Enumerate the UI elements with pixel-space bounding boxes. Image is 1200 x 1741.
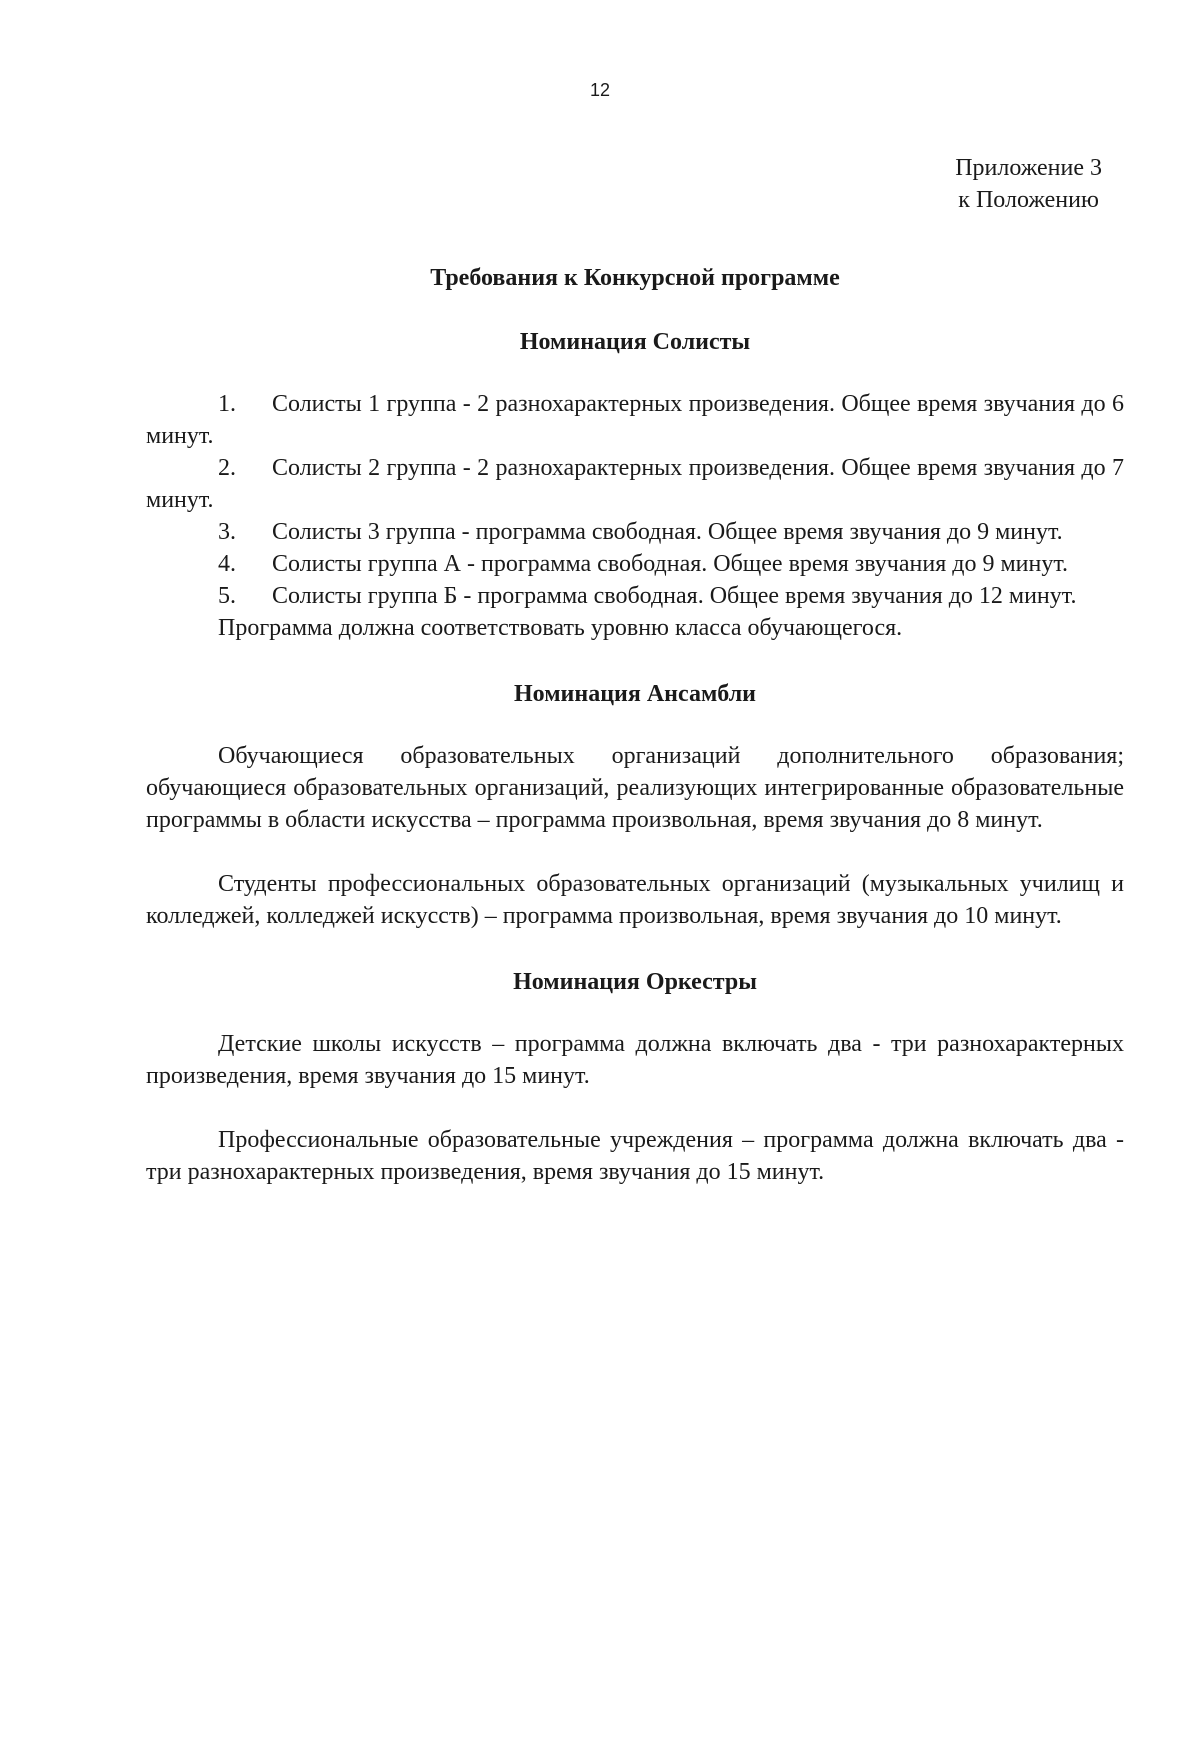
list-item-number: 5. xyxy=(218,583,236,609)
document-body xyxy=(146,262,1124,1188)
list-item-text: Солисты 3 группа - программа свободная. Общее время звучания до 9 минут. xyxy=(272,519,1063,545)
soloists-note: Программа должна соответствовать уровню класса обучающегося. xyxy=(218,615,903,641)
list-item-text: Солисты 1 группа - 2 разнохарактерных произведения. Общее время звучания до 6 минут. xyxy=(146,391,1124,449)
orchestras-paragraph-2: Профессиональные образовательные учреждения – программа должна включать два - три разнохарактерных произведения, время звучания до 15 минут. xyxy=(146,1127,1124,1185)
ensembles-paragraph-1: Обучающиеся образовательных организаций дополнительного образования; обучающиеся образовательных организаций, реализующих интегрированные образовательные программы в области искусства – программа произвольная, время звучания до 8 минут. xyxy=(146,743,1124,833)
soloists-list xyxy=(146,388,1124,644)
paragraph-gap xyxy=(146,836,1124,868)
list-item xyxy=(146,388,1124,452)
appendix-line-1: Приложение 3 xyxy=(955,155,1102,181)
appendix-reference xyxy=(955,152,1102,216)
orchestras-paragraph-1: Детские школы искусств – программа должна включать два - три разнохарактерных произведения, время звучания до 15 минут. xyxy=(146,1031,1124,1089)
list-item-text: Солисты группа Б - программа свободная. Общее время звучания до 12 минут. xyxy=(272,583,1077,609)
list-item-number: 1. xyxy=(218,391,236,417)
section-heading-orchestras: Номинация Оркестры xyxy=(513,969,757,995)
section-heading-soloists: Номинация Солисты xyxy=(519,329,751,355)
page-number: 12 xyxy=(589,80,611,100)
list-item-text: Солисты 2 группа - 2 разнохарактерных произведения. Общее время звучания до 7 минут. xyxy=(146,455,1124,513)
list-item xyxy=(146,548,1124,580)
ensembles-paragraph-2: Студенты профессиональных образовательных организаций (музыкальных училищ и колледжей, колледжей искусств) – программа произвольная, время звучания до 10 минут. xyxy=(146,871,1124,929)
list-item-number: 4. xyxy=(218,551,236,577)
list-item xyxy=(146,580,1124,612)
appendix-line-2: к Положению xyxy=(958,187,1099,213)
list-item xyxy=(146,516,1124,548)
section-heading-ensembles: Номинация Ансамбли xyxy=(513,681,756,707)
paragraph-gap xyxy=(146,1092,1124,1124)
list-item-number: 2. xyxy=(218,455,236,481)
list-item-text: Солисты группа А - программа свободная. Общее время звучания до 9 минут. xyxy=(272,551,1069,577)
list-item-number: 3. xyxy=(218,519,236,545)
paragraph-gap xyxy=(146,932,1124,966)
list-item xyxy=(146,452,1124,516)
document-title: Требования к Конкурсной программе xyxy=(430,265,840,291)
